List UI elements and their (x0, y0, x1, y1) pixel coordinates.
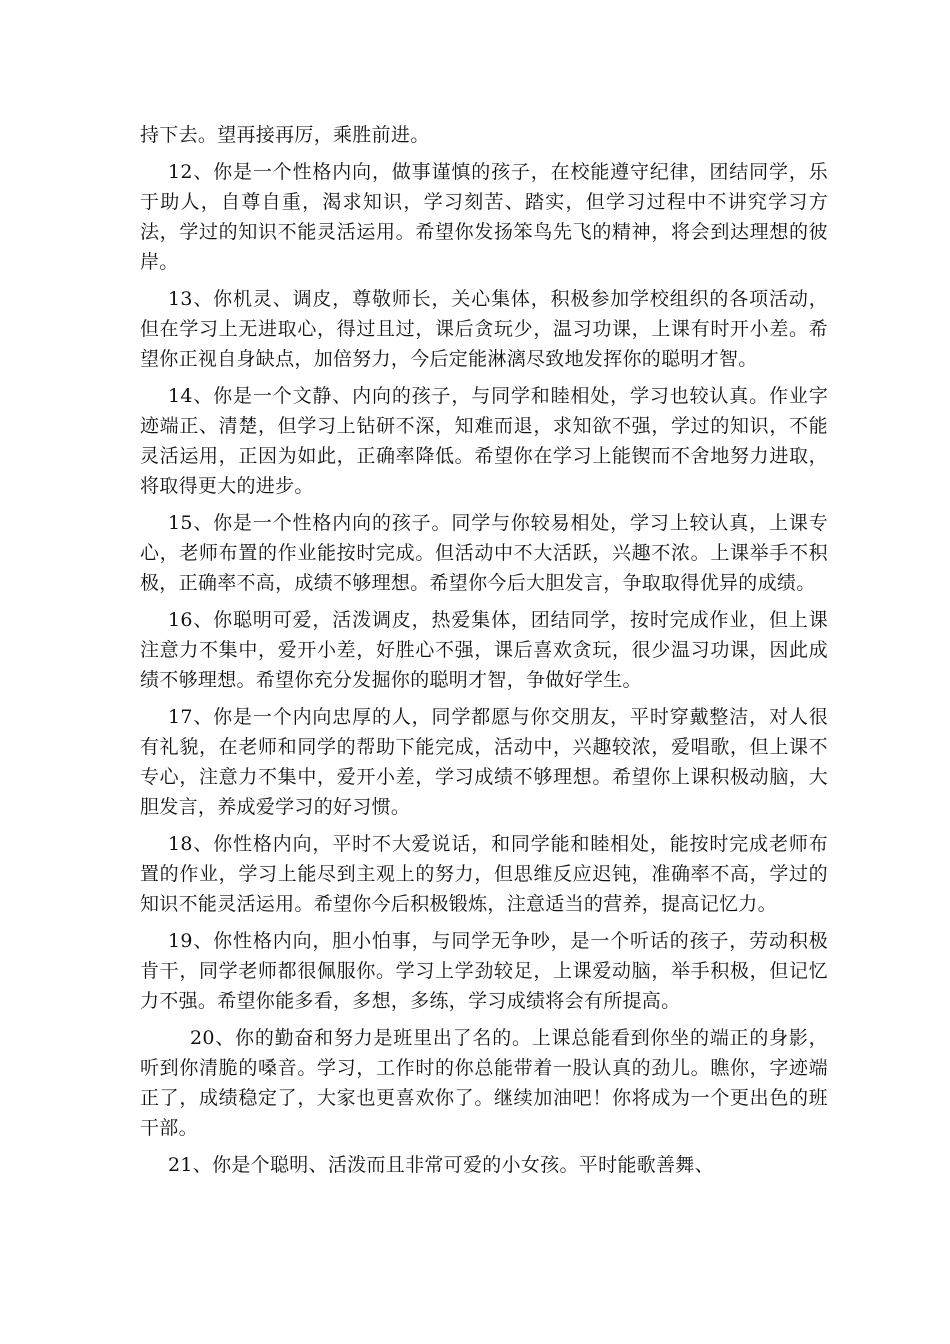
paragraph-comment-16: 16、你聪明可爱，活泼调皮，热爱集体，团结同学，按时完成作业，但上课注意力不集中，爱开小差，好胜心不强，课后喜欢贪玩，很少温习功课，因此成绩不够理想。希望你充分发掘你的聪明才智，争做好学生。 (140, 609, 828, 691)
paragraph-comment-20: 20、你的勤奋和努力是班里出了名的。上课总能看到你坐的端正的身影，听到你清脆的嗓音。学习，工作时的你总能带着一股认真的劲儿。瞧你，字迹端正了，成绩稳定了，大家也更喜欢你了。继续加油吧！你将成为一个更出色的班干部。 (140, 1027, 828, 1139)
paragraph-comment-19: 19、你性格内向，胆小怕事，与同学无争吵，是一个听话的孩子，劳动积极肯干，同学老师都很佩服你。学习上学劲较足，上课爱动脑，举手积极，但记忆力不强。希望你能多看，多想，多练，学习成绩将会有所提高。 (140, 930, 828, 1012)
paragraph-comment-21: 21、你是个聪明、活泼而且非常可爱的小女孩。平时能歌善舞、 (168, 1154, 714, 1176)
paragraph-comment-14: 14、你是一个文静、内向的孩子，与同学和睦相处，学习也较认真。作业字迹端正、清楚，但学习上钻研不深，知难而退，求知欲不强，学过的知识，不能灵活运用，正因为如此，正确率降低。希望你在学习上能锲而不舍地努力进取，将取得更大的进步。 (140, 385, 828, 497)
paragraph-comment-15: 15、你是一个性格内向的孩子。同学与你较易相处，学习上较认真，上课专心，老师布置的作业能按时完成。但活动中不大活跃，兴趣不浓。上课举手不积极，正确率不高，成绩不够理想。希望你今后大胆发言，争取取得优异的成绩。 (140, 512, 828, 594)
document-body (140, 120, 828, 1187)
paragraph-comment-18: 18、你性格内向，平时不大爱说话，和同学能和睦相处，能按时完成老师布置的作业，学习上能尽到主观上的努力，但思维反应迟钝，准确率不高，学过的知识不能灵活运用。希望你今后积极锻炼，注意适当的营养，提高记忆力。 (140, 833, 828, 915)
paragraph-continuation: 持下去。望再接再厉，乘胜前进。 (140, 124, 430, 146)
paragraph-comment-13: 13、你机灵、调皮，尊敬师长，关心集体，积极参加学校组织的各项活动，但在学习上无进取心，得过且过，课后贪玩少，温习功课，上课有时开小差。希望你正视自身缺点，加倍努力，今后定能淋漓尽致地发挥你的聪明才智。 (140, 288, 828, 370)
paragraph-comment-17: 17、你是一个内向忠厚的人，同学都愿与你交朋友，平时穿戴整洁，对人很有礼貌，在老师和同学的帮助下能完成，活动中，兴趣较浓，爱唱歌，但上课不专心，注意力不集中，爱开小差，学习成绩不够理想。希望你上课积极动脑，大胆发言，养成爱学习的好习惯。 (140, 706, 828, 818)
paragraph-comment-12: 12、你是一个性格内向，做事谨慎的孩子，在校能遵守纪律，团结同学，乐于助人，自尊自重，渴求知识，学习刻苦、踏实，但学习过程中不讲究学习方法，学过的知识不能灵活运用。希望你发扬笨鸟先飞的精神，将会到达理想的彼岸。 (140, 161, 828, 273)
